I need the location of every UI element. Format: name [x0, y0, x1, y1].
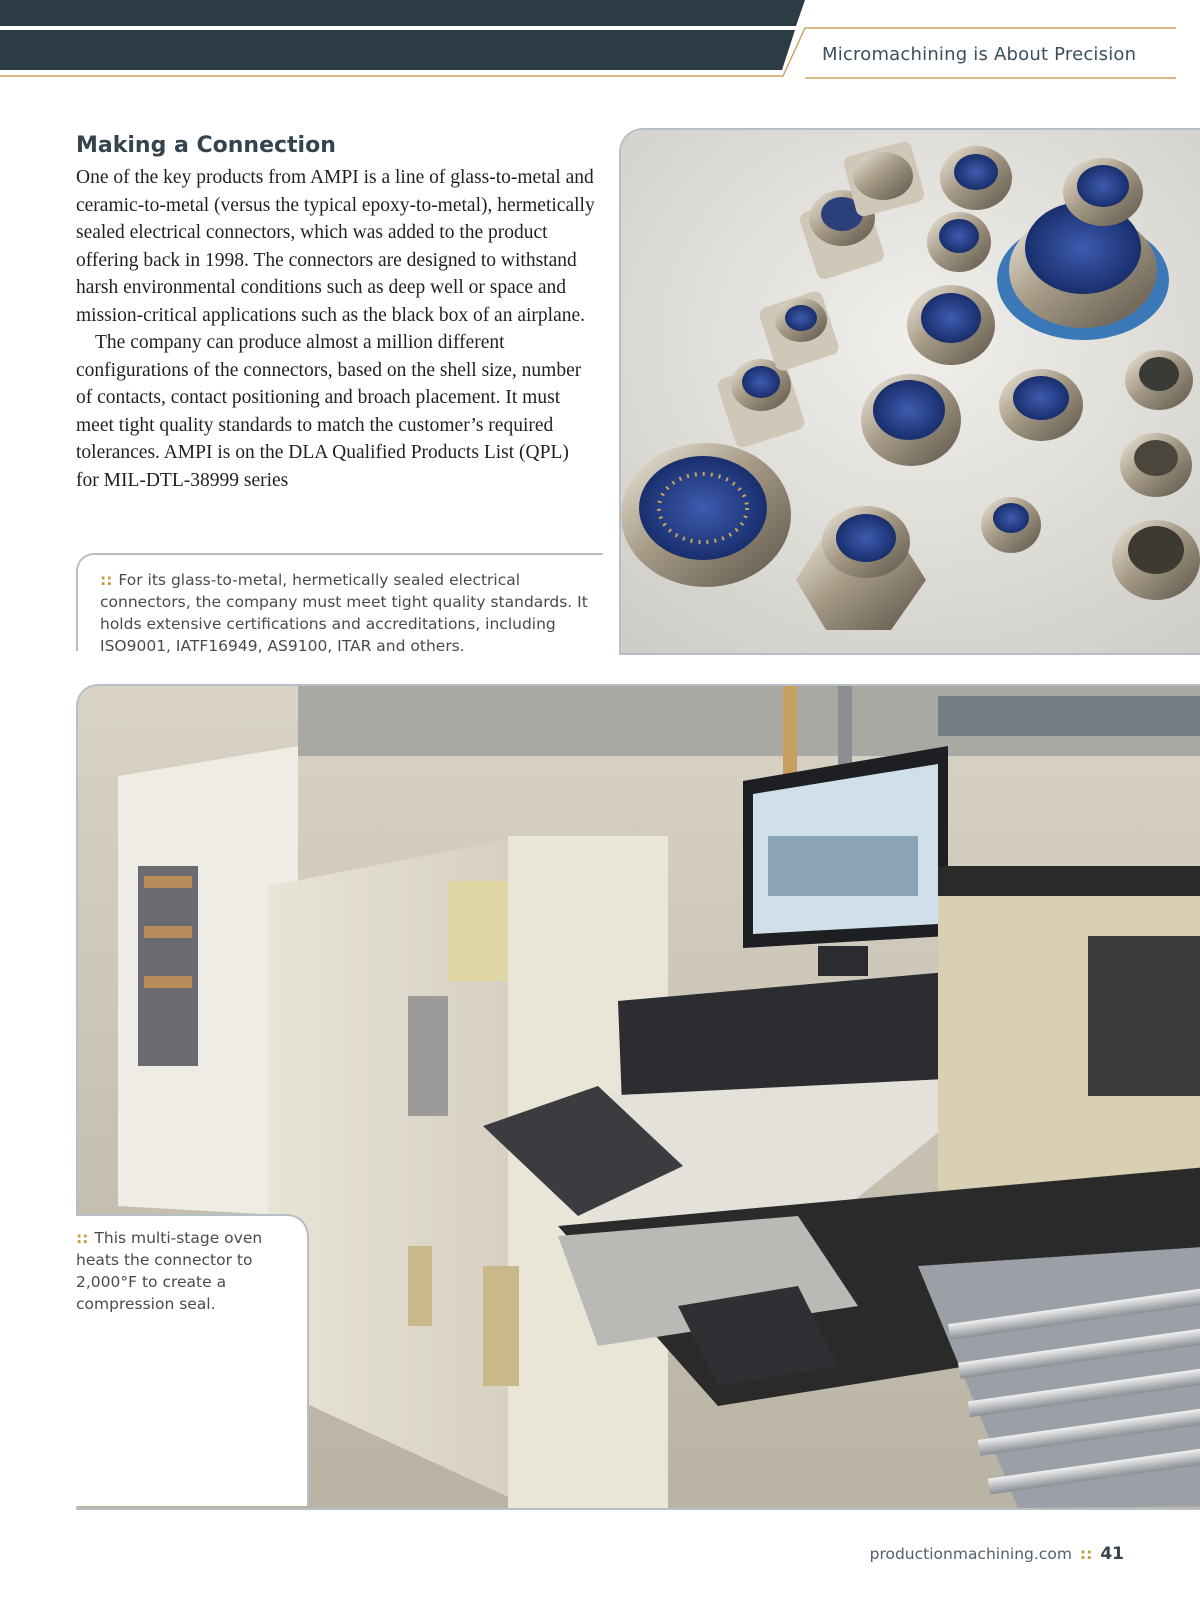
paragraph: One of the key products from AMPI is a line of glass-to-metal and ceramic-to-metal (versus the typical epoxy-to-metal), hermetically sealed electrical connectors, which was added to the product offering back in 1998. The connectors are designed to withstand harsh environmental conditions such as deep well or space and mission-critical applications such as the black box of an airplane.: [76, 167, 595, 326]
article-body: [76, 164, 596, 494]
paragraph: The company can produce almost a million different configurations of the connectors, based on the shell size, number of contacts, contact positioning and broach placement. It must meet tight quality standards to match the customer’s required tolerances. AMPI is on the DLA Qualified Products List (QPL) for MIL-DTL-38999 series: [76, 332, 582, 491]
caption-text: This multi-stage oven heats the connector to 2,000°F to create a compression seal.: [76, 1229, 263, 1313]
caption-marker: ::: [100, 571, 113, 589]
caption-text: For its glass-to-metal, hermetically sealed electrical connectors, the company must meet tight quality standards. It holds extensive certifications and accreditations, including ISO9001, IATF16949, AS9100, ITAR and others.: [100, 571, 588, 655]
footer-separator: ::: [1079, 1545, 1093, 1563]
page-footer: [870, 1544, 1124, 1564]
section-heading: Making a Connection: [76, 133, 336, 158]
caption-marker: ::: [76, 1229, 89, 1247]
footer-site: productionmachining.com: [869, 1545, 1072, 1563]
oven-caption: [76, 1214, 309, 1506]
running-head: Micromachining is About Precision: [822, 44, 1137, 65]
connectors-photo: [619, 128, 1200, 655]
connectors-caption: [76, 553, 603, 655]
page-number: 41: [1100, 1544, 1124, 1564]
header-band: [0, 0, 1200, 80]
connector-large: [621, 443, 791, 587]
